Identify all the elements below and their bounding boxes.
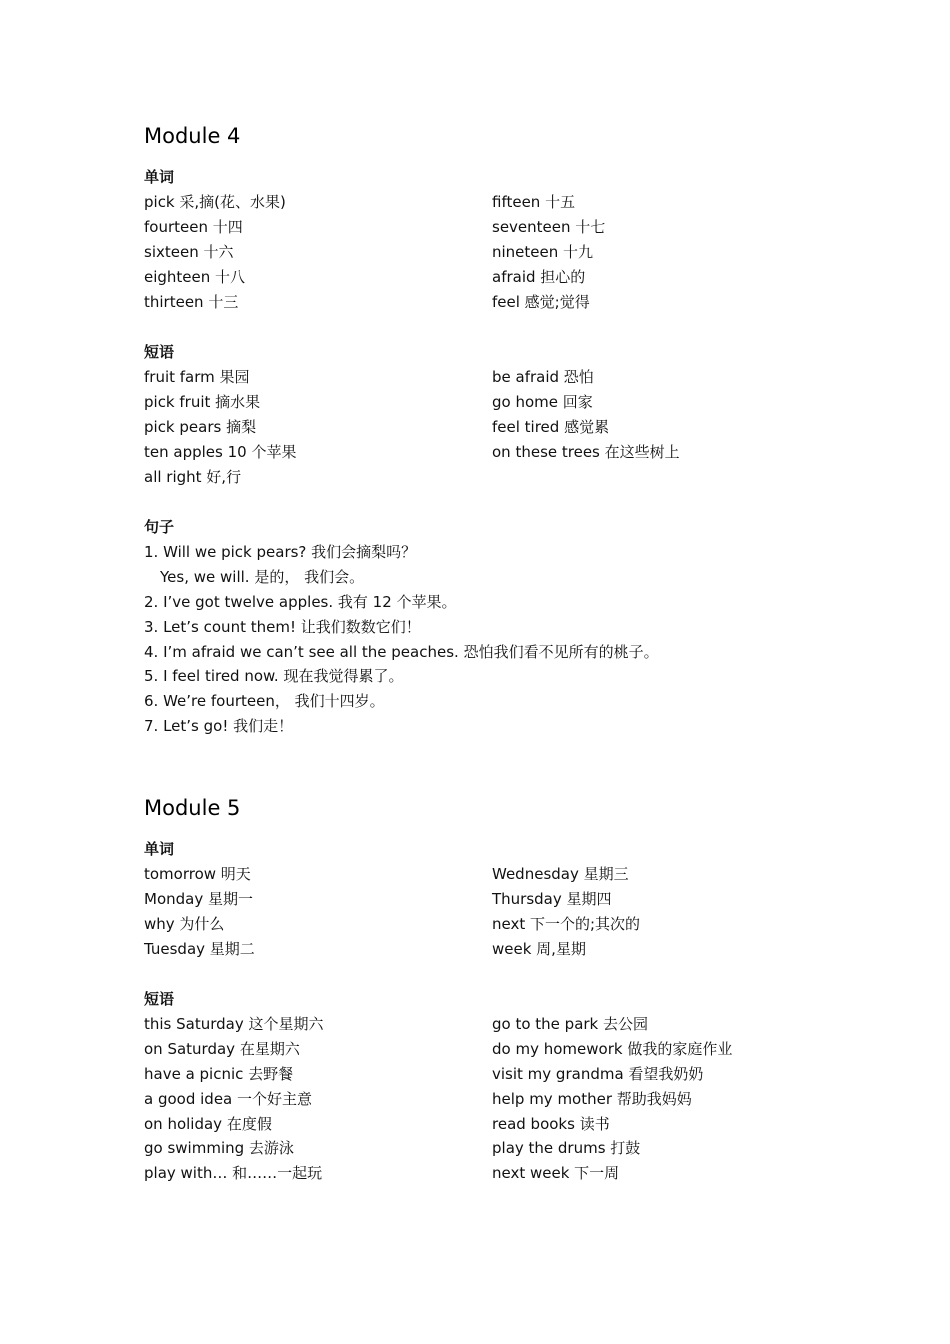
phrase-item: a good idea 一个好主意 bbox=[144, 1089, 313, 1108]
word-item: thirteen 十三 bbox=[144, 292, 239, 311]
phrase-item: on Saturday 在星期六 bbox=[144, 1039, 300, 1058]
word-item: week 周,星期 bbox=[492, 939, 586, 958]
phrases-left-column bbox=[144, 365, 484, 489]
words-left-column bbox=[144, 190, 484, 314]
phrase-item: all right 好,行 bbox=[144, 467, 242, 486]
module-title: Module 5 bbox=[144, 796, 241, 820]
module-title: Module 4 bbox=[144, 124, 241, 148]
phrase-item: this Saturday 这个星期六 bbox=[144, 1015, 324, 1033]
phrase-item: next week 下一周 bbox=[492, 1164, 620, 1183]
word-item: Wednesday 星期三 bbox=[492, 865, 629, 883]
sentence-item: 2. I’ve got twelve apples. 我有 12 个苹果。 bbox=[144, 592, 457, 611]
sentence-answer: Yes, we will. 是的， 我们会。 bbox=[160, 567, 365, 586]
phrase-item: feel tired 感觉累 bbox=[492, 417, 610, 436]
word-item: fifteen 十五 bbox=[492, 193, 576, 211]
words-right-column bbox=[492, 862, 852, 962]
words-left-column bbox=[144, 862, 484, 962]
word-item: why 为什么 bbox=[144, 914, 225, 933]
phrase-item: ten apples 10 个苹果 bbox=[144, 442, 297, 461]
phrase-item: go swimming 去游泳 bbox=[144, 1139, 294, 1158]
words-right-column bbox=[492, 190, 852, 314]
sentence-item: 4. I’m afraid we can’t see all the peaches. 恐怕我们看不见所有的桃子。 bbox=[144, 642, 659, 661]
phrases-heading: 短语 bbox=[144, 990, 175, 1008]
phrase-item: pick pears 摘梨 bbox=[144, 417, 257, 436]
phrase-item: go home 回家 bbox=[492, 392, 593, 411]
phrase-item: play the drums 打鼓 bbox=[492, 1139, 641, 1158]
phrase-item: be afraid 恐怕 bbox=[492, 368, 594, 386]
phrase-item: on these trees 在这些树上 bbox=[492, 442, 680, 461]
phrases-heading: 短语 bbox=[144, 343, 175, 361]
phrase-item: pick fruit 摘水果 bbox=[144, 392, 261, 411]
sentence-item: 1. Will we pick pears? 我们会摘梨吗？ bbox=[144, 543, 417, 561]
phrases-right-column bbox=[492, 1012, 852, 1186]
word-item: sixteen 十六 bbox=[144, 242, 234, 261]
word-item: seventeen 十七 bbox=[492, 217, 606, 236]
phrase-item: have a picnic 去野餐 bbox=[144, 1064, 294, 1083]
phrase-item: read books 读书 bbox=[492, 1114, 610, 1133]
phrase-item: visit my grandma 看望我奶奶 bbox=[492, 1064, 704, 1083]
sentence-item: 3. Let’s count them! 让我们数数它们！ bbox=[144, 617, 421, 636]
words-heading: 单词 bbox=[144, 840, 175, 858]
sentences-heading: 句子 bbox=[144, 518, 175, 536]
module-4-section bbox=[144, 122, 844, 739]
phrase-item: help my mother 帮助我妈妈 bbox=[492, 1089, 692, 1108]
phrase-item: go to the park 去公园 bbox=[492, 1015, 649, 1033]
word-item: Tuesday 星期二 bbox=[144, 939, 255, 958]
phrases-left-column bbox=[144, 1012, 484, 1186]
sentences-list bbox=[144, 540, 844, 739]
word-item: pick 采,摘(花、水果) bbox=[144, 193, 286, 211]
words-heading: 单词 bbox=[144, 168, 175, 186]
word-item: tomorrow 明天 bbox=[144, 865, 251, 883]
word-item: feel 感觉;觉得 bbox=[492, 292, 590, 311]
sentence-item: 7. Let’s go! 我们走！ bbox=[144, 717, 294, 736]
word-item: Monday 星期一 bbox=[144, 889, 253, 908]
phrase-item: play with… 和……一起玩 bbox=[144, 1164, 323, 1183]
word-item: next 下一个的;其次的 bbox=[492, 914, 641, 933]
word-item: nineteen 十九 bbox=[492, 242, 594, 261]
phrases-right-column bbox=[492, 365, 852, 465]
word-item: eighteen 十八 bbox=[144, 267, 246, 286]
phrase-item: on holiday 在度假 bbox=[144, 1114, 272, 1133]
phrase-item: fruit farm 果园 bbox=[144, 368, 250, 386]
phrase-item: do my homework 做我的家庭作业 bbox=[492, 1039, 733, 1058]
word-item: fourteen 十四 bbox=[144, 217, 243, 236]
word-item: Thursday 星期四 bbox=[492, 889, 612, 908]
word-item: afraid 担心的 bbox=[492, 267, 586, 286]
sentence-item: 5. I feel tired now. 现在我觉得累了。 bbox=[144, 667, 404, 686]
sentence-item: 6. We’re fourteen， 我们十四岁。 bbox=[144, 692, 385, 711]
module-5-section bbox=[144, 794, 844, 1187]
